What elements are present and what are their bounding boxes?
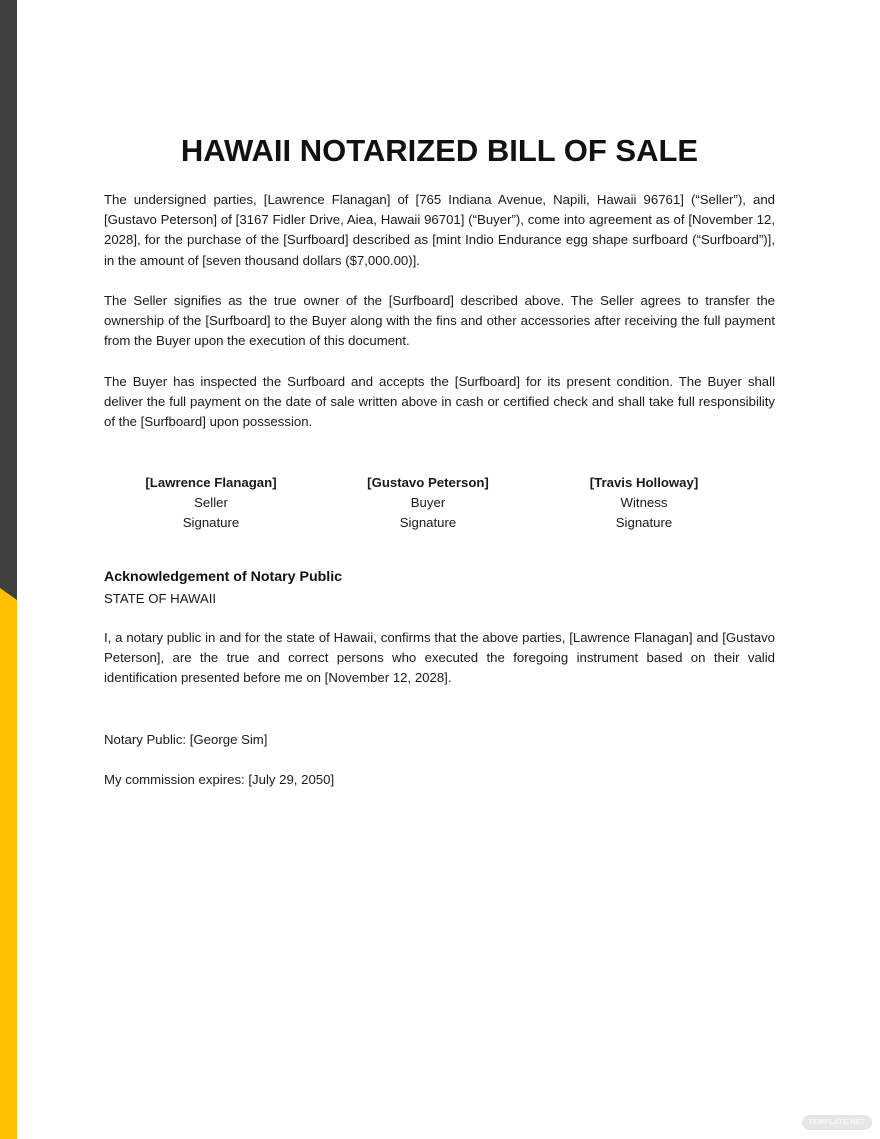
signature-buyer — [328, 473, 528, 534]
signer-name: [Travis Holloway] — [589, 475, 699, 490]
paragraph-ownership: The Seller signifies as the true owner of the [Surfboard] described above. The Seller agrees to transfer the ownership of the [Surfboard] to the Buyer along with the fins and other accessories after receiving the full payment from the Buyer upon the execution of this document. — [104, 293, 775, 349]
paragraph-parties: The undersigned parties, [Lawrence Flanagan] of [765 Indiana Avenue, Napili, Hawaii 96761] (“Seller”), and [Gustavo Peterson] of [3167 Fidler Drive, Aiea, Hawaii 96701] (“Buyer”), come into agreement as of [November 12, 2028], for the purchase of the [Surfboard] described as [mint Indio Endurance egg shape surfboard (“Surfboard”)], in the amount of [seven thousand dollars ($7,000.00)]. — [104, 192, 775, 268]
signer-role: Seller — [194, 495, 228, 511]
signer-name: [Gustavo Peterson] — [367, 475, 489, 490]
signer-role: Buyer — [410, 495, 446, 511]
signer-name: [Lawrence Flanagan] — [145, 475, 277, 490]
signature-block — [104, 473, 775, 537]
commission-expiry: My commission expires: [July 29, 2050] — [104, 772, 335, 787]
notary-state: STATE OF HAWAII — [104, 591, 217, 606]
watermark-badge: TEMPLATE.NET — [802, 1115, 872, 1130]
notary-statement: I, a notary public in and for the state of Hawaii, confirms that the above parties, [Lawrence Flanagan] and [Gustavo Peterson], are the true and correct persons who executed the foregoing instrument based on their valid identification presented before me on [November 12, 2028]. — [104, 630, 775, 686]
side-accent-band — [0, 0, 17, 1139]
notary-public-name: Notary Public: [George Sim] — [104, 732, 268, 747]
paragraph-inspection: The Buyer has inspected the Surfboard and accepts the [Surfboard] for its present condition. The Buyer shall deliver the full payment on the date of sale written above in cash or certified check and shall take full responsibility of the [Surfboard] upon possession. — [104, 374, 775, 430]
signature-label: Signature — [615, 515, 673, 531]
notary-heading: Acknowledgement of Notary Public — [104, 569, 343, 585]
signer-role: Witness — [620, 495, 668, 511]
signature-label: Signature — [399, 515, 457, 531]
document-title: HAWAII NOTARIZED BILL OF SALE — [180, 133, 699, 168]
signature-label: Signature — [182, 515, 240, 531]
signature-witness — [544, 473, 744, 534]
signature-seller — [111, 473, 311, 534]
accent-band-shape — [0, 0, 17, 1139]
